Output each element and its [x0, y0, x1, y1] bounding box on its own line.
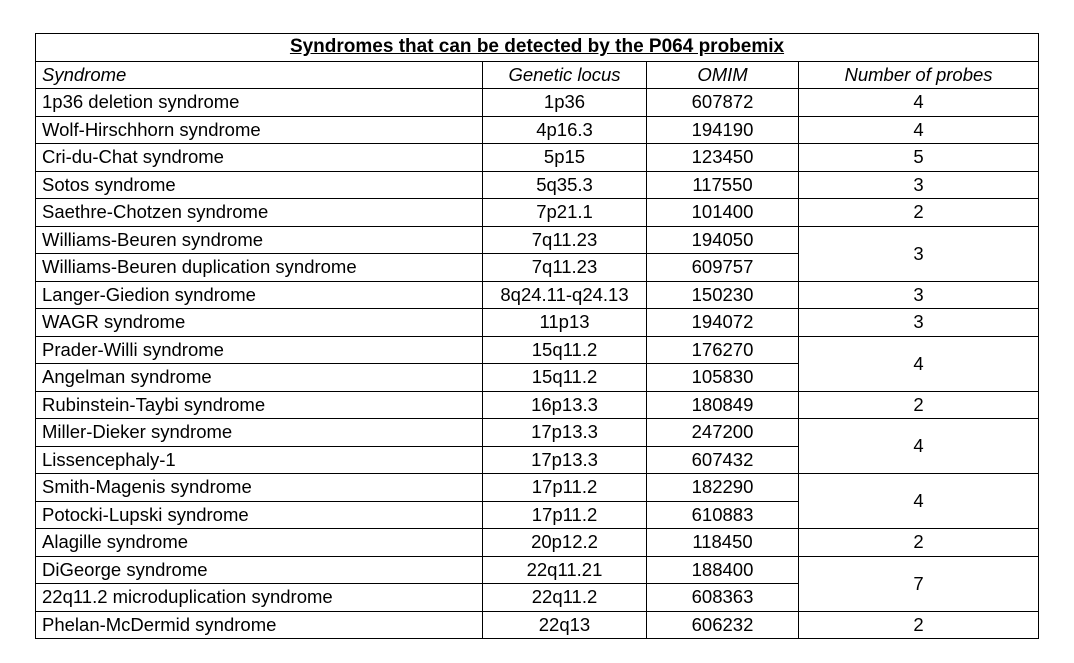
cell-locus: 8q24.11-q24.13 — [483, 281, 647, 309]
cell-probes: 2 — [799, 391, 1039, 419]
cell-syndrome: Williams-Beuren duplication syndrome — [36, 254, 483, 282]
table-row — [36, 116, 1039, 144]
cell-probes: 4 — [799, 116, 1039, 144]
cell-probes: 7 — [799, 556, 1039, 611]
table-row — [36, 336, 1039, 364]
cell-syndrome: Williams-Beuren syndrome — [36, 226, 483, 254]
cell-omim: 194050 — [647, 226, 799, 254]
cell-probes: 3 — [799, 226, 1039, 281]
cell-syndrome: Wolf-Hirschhorn syndrome — [36, 116, 483, 144]
cell-locus: 15q11.2 — [483, 364, 647, 392]
table-row — [36, 474, 1039, 502]
cell-omim: 182290 — [647, 474, 799, 502]
cell-probes: 3 — [799, 281, 1039, 309]
cell-locus: 17p11.2 — [483, 501, 647, 529]
header-omim: OMIM — [647, 61, 799, 89]
table-row — [36, 89, 1039, 117]
cell-omim: 607432 — [647, 446, 799, 474]
table-row — [36, 309, 1039, 337]
table-body — [36, 89, 1039, 639]
cell-probes: 4 — [799, 89, 1039, 117]
cell-locus: 4p16.3 — [483, 116, 647, 144]
cell-syndrome: WAGR syndrome — [36, 309, 483, 337]
table-row — [36, 391, 1039, 419]
table-row — [36, 199, 1039, 227]
cell-locus: 1p36 — [483, 89, 647, 117]
cell-locus: 7q11.23 — [483, 226, 647, 254]
cell-locus: 7q11.23 — [483, 254, 647, 282]
cell-locus: 15q11.2 — [483, 336, 647, 364]
header-number-of-probes: Number of probes — [799, 61, 1039, 89]
syndromes-table — [35, 33, 1039, 639]
cell-probes: 2 — [799, 611, 1039, 639]
cell-syndrome: Langer-Giedion syndrome — [36, 281, 483, 309]
cell-omim: 105830 — [647, 364, 799, 392]
cell-omim: 607872 — [647, 89, 799, 117]
table-row — [36, 611, 1039, 639]
cell-probes: 3 — [799, 171, 1039, 199]
cell-probes: 4 — [799, 474, 1039, 529]
cell-omim: 194072 — [647, 309, 799, 337]
cell-omim: 194190 — [647, 116, 799, 144]
syndromes-table-container — [35, 33, 1039, 639]
cell-locus: 20p12.2 — [483, 529, 647, 557]
cell-syndrome: Prader-Willi syndrome — [36, 336, 483, 364]
table-row — [36, 144, 1039, 172]
cell-omim: 176270 — [647, 336, 799, 364]
cell-syndrome: DiGeorge syndrome — [36, 556, 483, 584]
cell-probes: 5 — [799, 144, 1039, 172]
cell-locus: 7p21.1 — [483, 199, 647, 227]
cell-syndrome: Alagille syndrome — [36, 529, 483, 557]
cell-omim: 150230 — [647, 281, 799, 309]
cell-syndrome: Lissencephaly-1 — [36, 446, 483, 474]
cell-locus: 5p15 — [483, 144, 647, 172]
cell-syndrome: Saethre-Chotzen syndrome — [36, 199, 483, 227]
cell-omim: 180849 — [647, 391, 799, 419]
cell-locus: 17p13.3 — [483, 446, 647, 474]
cell-locus: 22q13 — [483, 611, 647, 639]
table-row — [36, 171, 1039, 199]
cell-probes: 4 — [799, 336, 1039, 391]
cell-locus: 11p13 — [483, 309, 647, 337]
cell-omim: 118450 — [647, 529, 799, 557]
cell-omim: 123450 — [647, 144, 799, 172]
cell-probes: 3 — [799, 309, 1039, 337]
cell-omim: 101400 — [647, 199, 799, 227]
cell-locus: 5q35.3 — [483, 171, 647, 199]
cell-omim: 188400 — [647, 556, 799, 584]
table-row — [36, 419, 1039, 447]
table-row — [36, 529, 1039, 557]
cell-locus: 17p11.2 — [483, 474, 647, 502]
cell-syndrome: Rubinstein-Taybi syndrome — [36, 391, 483, 419]
header-genetic-locus: Genetic locus — [483, 61, 647, 89]
cell-omim: 247200 — [647, 419, 799, 447]
cell-locus: 22q11.2 — [483, 584, 647, 612]
cell-probes: 2 — [799, 529, 1039, 557]
table-title: Syndromes that can be detected by the P064 probemix — [36, 34, 1039, 62]
cell-probes: 4 — [799, 419, 1039, 474]
cell-omim: 608363 — [647, 584, 799, 612]
cell-omim: 609757 — [647, 254, 799, 282]
cell-syndrome: Phelan-McDermid syndrome — [36, 611, 483, 639]
cell-syndrome: Potocki-Lupski syndrome — [36, 501, 483, 529]
cell-locus: 17p13.3 — [483, 419, 647, 447]
cell-locus: 16p13.3 — [483, 391, 647, 419]
cell-syndrome: Smith-Magenis syndrome — [36, 474, 483, 502]
cell-syndrome: Miller-Dieker syndrome — [36, 419, 483, 447]
cell-omim: 610883 — [647, 501, 799, 529]
header-syndrome: Syndrome — [36, 61, 483, 89]
table-row — [36, 281, 1039, 309]
cell-syndrome: Cri-du-Chat syndrome — [36, 144, 483, 172]
table-row — [36, 226, 1039, 254]
cell-omim: 606232 — [647, 611, 799, 639]
cell-probes: 2 — [799, 199, 1039, 227]
cell-omim: 117550 — [647, 171, 799, 199]
cell-syndrome: Angelman syndrome — [36, 364, 483, 392]
cell-syndrome: Sotos syndrome — [36, 171, 483, 199]
cell-syndrome: 22q11.2 microduplication syndrome — [36, 584, 483, 612]
cell-syndrome: 1p36 deletion syndrome — [36, 89, 483, 117]
table-row — [36, 556, 1039, 584]
cell-locus: 22q11.21 — [483, 556, 647, 584]
